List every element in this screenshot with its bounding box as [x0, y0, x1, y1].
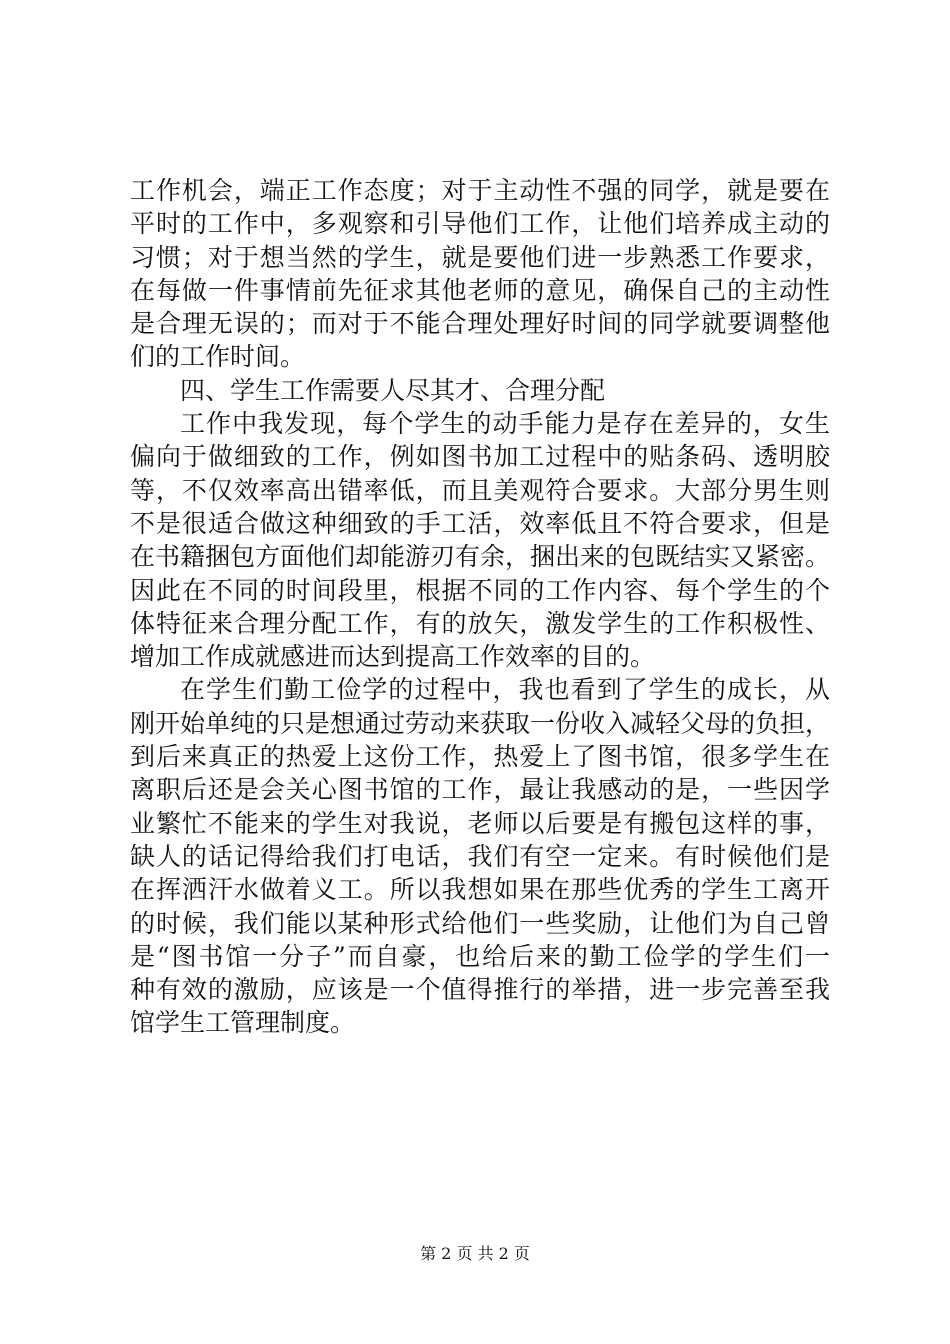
- text-line: 缺人的话记得给我们打电话，我们有空一定来。有时候他们是: [130, 841, 830, 871]
- text-line: 在书籍捆包方面他们却能游刃有余，捆出来的包既结实又紧密。: [130, 542, 831, 572]
- text-line: 平时的工作中，多观察和引导他们工作，让他们培养成主动的: [130, 209, 830, 239]
- text-line: 等，不仅效率高出错率低，而且美观符合要求。大部分男生则: [130, 475, 830, 505]
- text-line: 是合理无误的；而对于不能合理处理好时间的同学就要调整他: [130, 309, 830, 339]
- text-line: 馆学生工管理制度。: [130, 1008, 356, 1038]
- text-line: 是“图书馆一分子”而自豪，也给后来的勤工俭学的学生们一: [130, 941, 830, 971]
- text-line: 习惯；对于想当然的学生，就是要他们进一步熟悉工作要求，: [130, 242, 830, 272]
- text-line: 业繁忙不能来的学生对我说，老师以后要是有搬包这样的事，: [130, 808, 830, 838]
- text-line: 在挥洒汗水做着义工。所以我想如果在那些优秀的学生工离开: [130, 875, 830, 905]
- document-body: [130, 174, 830, 1040]
- page-footer: 第 2 页 共 2 页: [420, 1244, 530, 1263]
- text-line: 到后来真正的热爱上这份工作，热爱上了图书馆，很多学生在: [130, 742, 830, 772]
- text-line: 在每做一件事情前先征求其他老师的意见，确保自己的主动性: [130, 275, 830, 305]
- text-line: 偏向于做细致的工作，例如图书加工过程中的贴条码、透明胶: [130, 442, 830, 472]
- text-line: 四、学生工作需要人尽其才、合理分配: [180, 375, 606, 405]
- text-line: 们的工作时间。: [130, 342, 306, 372]
- text-line: 增加工作成就感进而达到提高工作效率的目的。: [130, 642, 656, 672]
- text-line: 工作中我发现，每个学生的动手能力是存在差异的，女生: [180, 409, 830, 439]
- text-line: 离职后还是会关心图书馆的工作，最让我感动的是，一些因学: [130, 775, 830, 805]
- text-line: 在学生们勤工俭学的过程中，我也看到了学生的成长，从: [180, 675, 830, 705]
- text-line: 工作机会，端正工作态度；对于主动性不强的同学，就是要在: [130, 176, 830, 205]
- text-line: 种有效的激励，应该是一个值得推行的举措，进一步完善至我: [130, 975, 830, 1005]
- text-line: 不是很适合做这种细致的手工活，效率低且不符合要求，但是: [130, 508, 830, 538]
- text-line: 因此在不同的时间段里，根据不同的工作内容、每个学生的个: [130, 575, 830, 605]
- text-line: 体特征来合理分配工作，有的放矢，激发学生的工作积极性、: [130, 608, 830, 638]
- text-line: 的时候，我们能以某种形式给他们一些奖励，让他们为自己曾: [130, 908, 830, 938]
- text-line: 刚开始单纯的只是想通过劳动来获取一份收入减轻父母的负担，: [130, 708, 831, 738]
